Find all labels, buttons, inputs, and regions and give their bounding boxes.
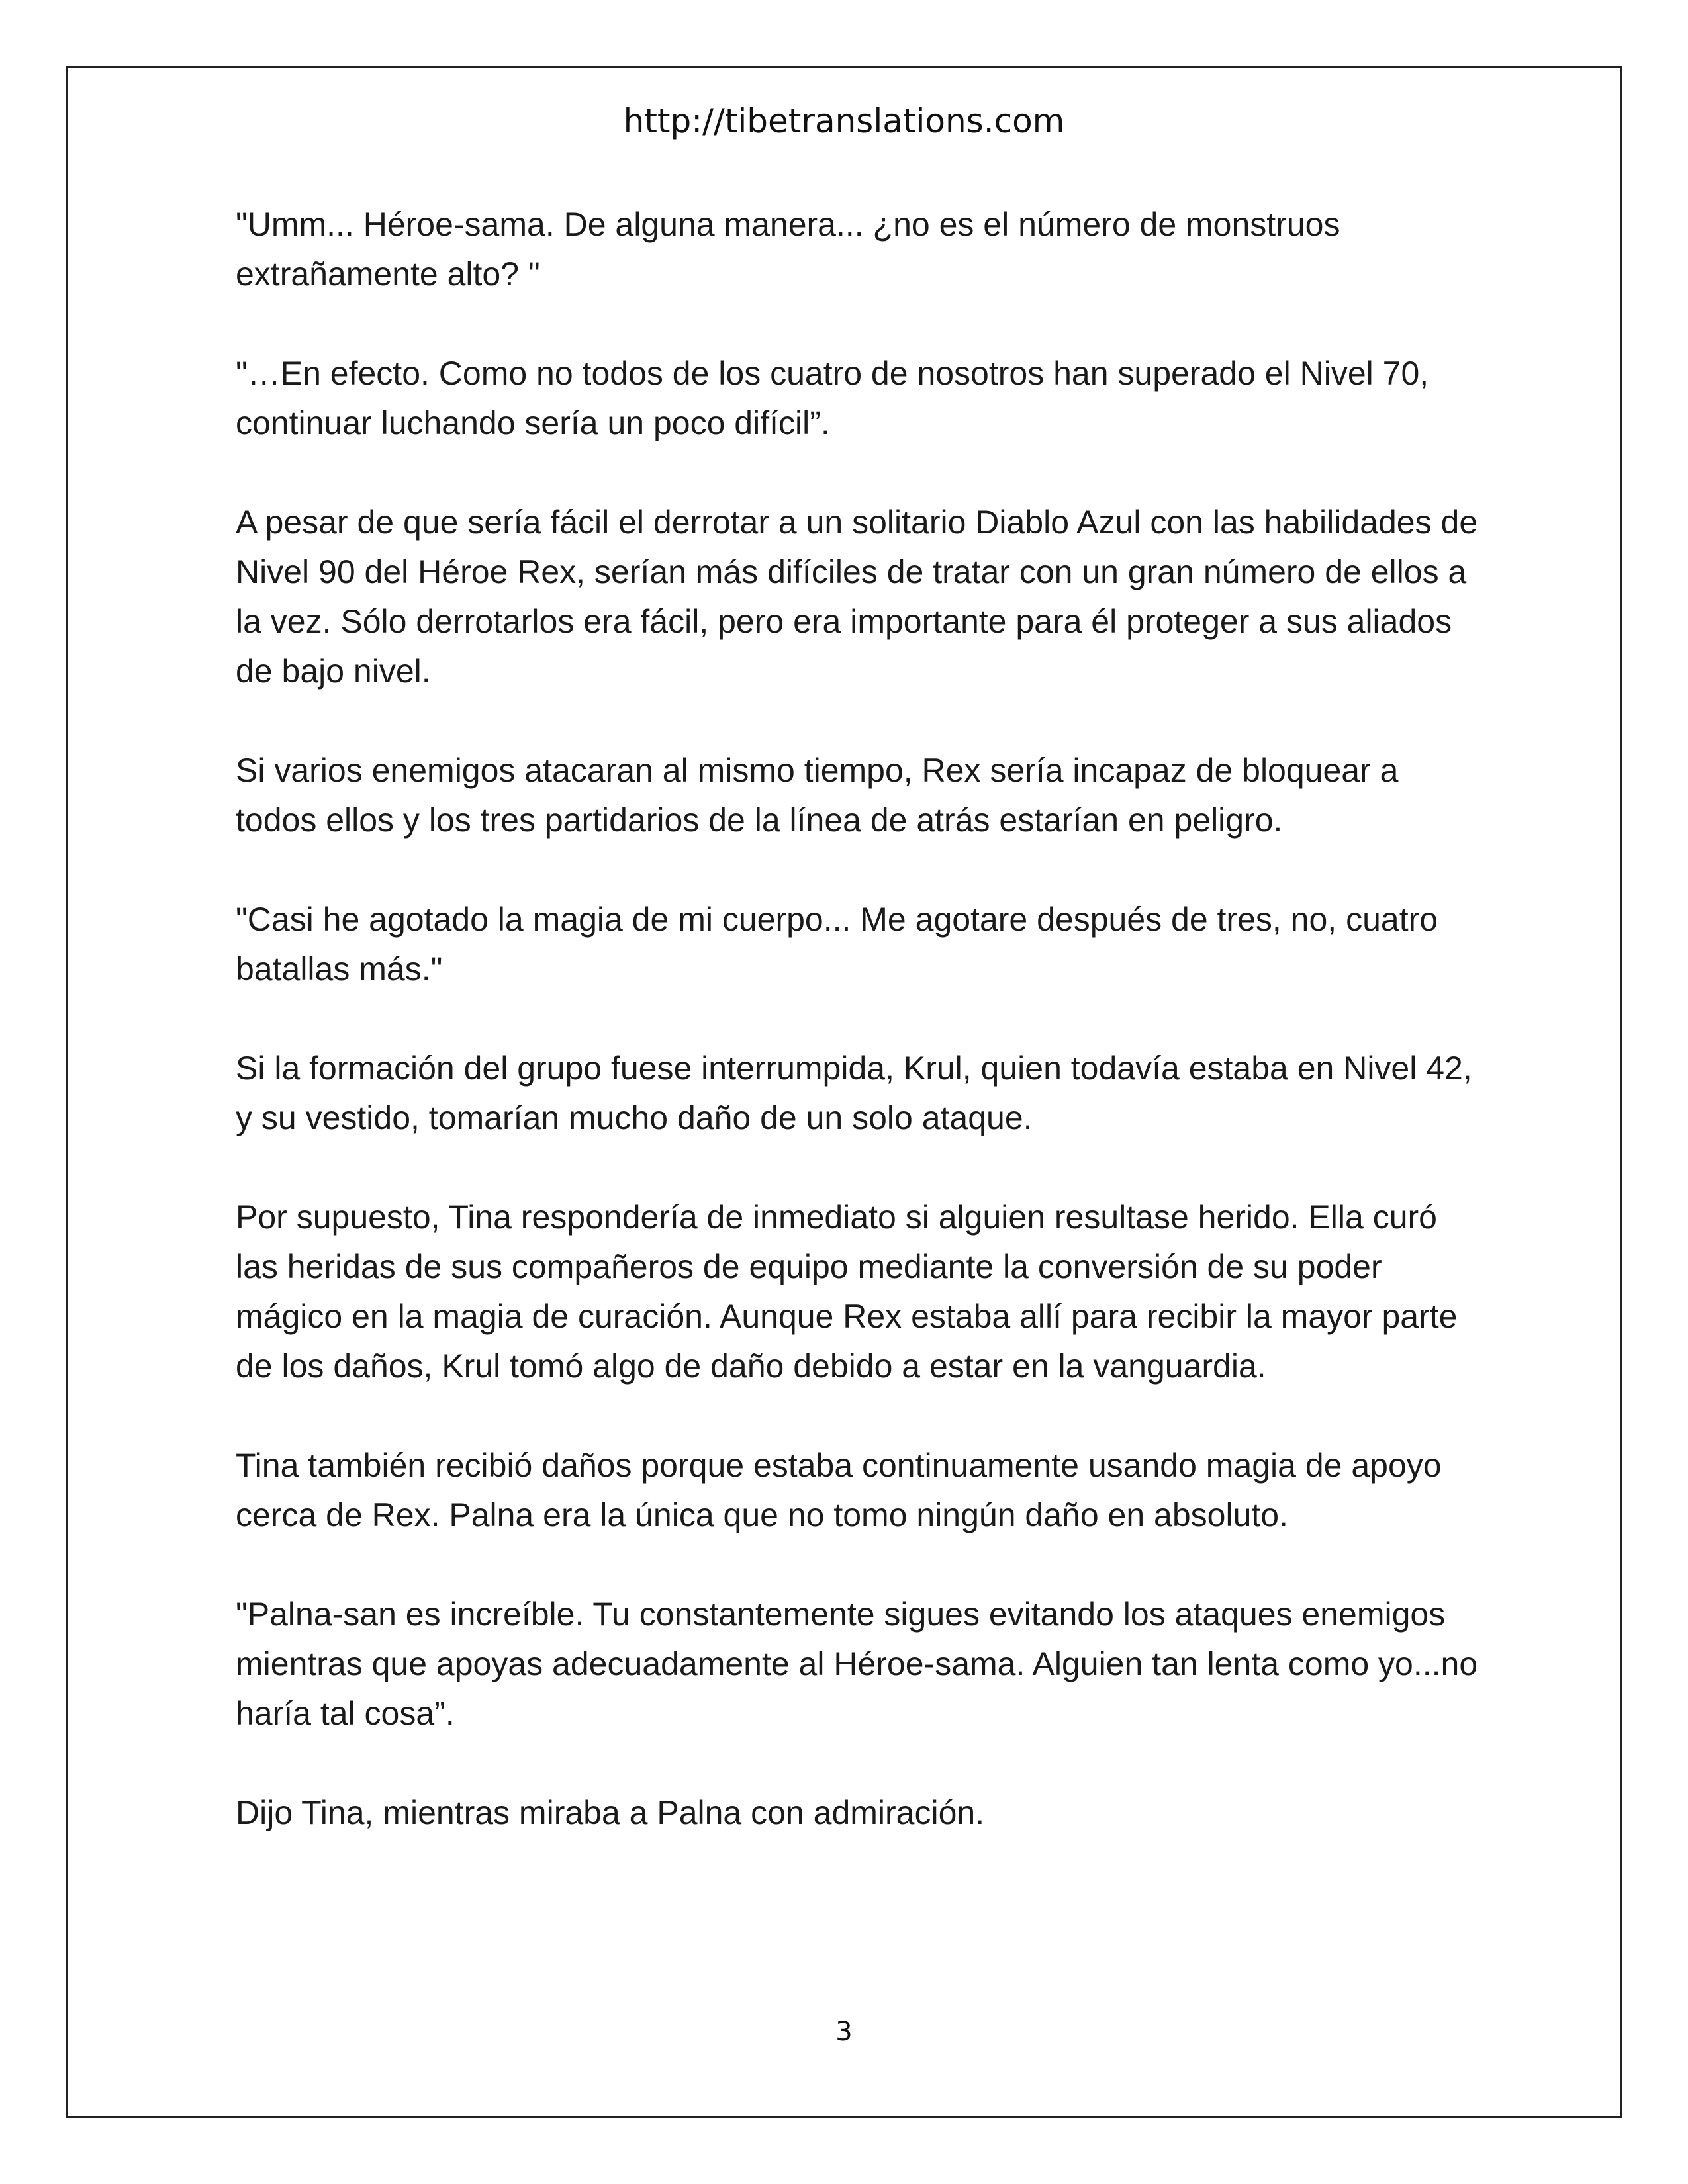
paragraph-2: "…En efecto. Como no todos de los cuatro de nosotros han superado el Nivel 70, continuar luchando sería un poco difícil”. (236, 355, 1429, 441)
paragraph-3: A pesar de que sería fácil el derrotar a un solitario Diablo Azul con las habilidades de Nivel 90 del Héroe Rex, serían más difíciles de tratar con un gran número de ellos a la vez. Sólo derrotarlos era fácil, pero era importante para él proteger a sus aliados de bajo nivel. (236, 504, 1478, 690)
page-number: 3 (835, 2017, 853, 2047)
paragraph-1: "Umm... Héroe-sama. De alguna manera... ¿no es el número de monstruos extrañamente alto? " (236, 206, 1340, 293)
paragraph-8: Tina también recibió daños porque estaba continuamente usando magia de apoyo cerca de Rex. Palna era la única que no tomo ningún daño en absoluto. (236, 1447, 1442, 1533)
paragraph-4: Si varios enemigos atacaran al mismo tiempo, Rex sería incapaz de bloquear a todos ellos y los tres partidarios de la línea de atrás estarían en peligro. (236, 752, 1399, 839)
paragraph-6: Si la formación del grupo fuese interrumpida, Krul, quien todavía estaba en Nivel 42, y su vestido, tomarían mucho daño de un solo ataque. (236, 1050, 1472, 1136)
paragraph-9: "Palna-san es increíble. Tu constantemente sigues evitando los ataques enemigos mientras que apoyas adecuadamente al Héroe-sama. Alguien tan lenta como yo...no haría tal cosa”. (236, 1596, 1478, 1732)
paragraph-7: Por supuesto, Tina respondería de inmediato si alguien resultase herido. Ella curó las heridas de sus compañeros de equipo mediante la conversión de su poder mágico en la magia de curación. Aunque Rex estaba allí para recibir la mayor parte de los daños, Krul tomó algo de daño debido a estar en la vanguardia. (236, 1199, 1458, 1385)
paragraph-10: Dijo Tina, mientras miraba a Palna con admiración. (236, 1794, 985, 1831)
body-text (236, 200, 1480, 1888)
paragraph-5: "Casi he agotado la magia de mi cuerpo... Me agotare después de tres, no, cuatro batallas más." (236, 901, 1438, 987)
header-url: http://tibetranslations.com (623, 102, 1065, 140)
